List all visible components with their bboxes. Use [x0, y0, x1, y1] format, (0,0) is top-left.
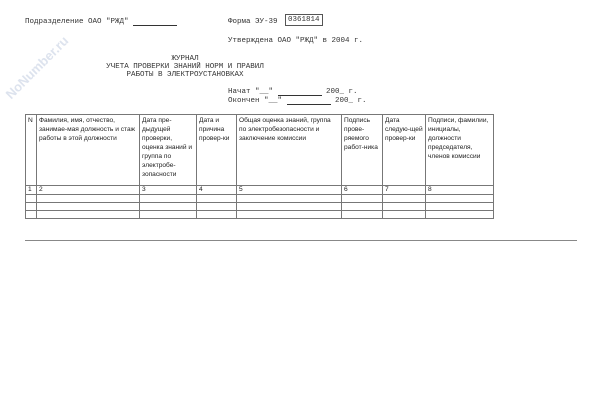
division-label: Подразделение ОАО "РЖД" — [25, 18, 177, 26]
title-line: УЧЕТА ПРОВЕРКИ ЗНАНИЙ НОРМ И ПРАВИЛ — [106, 63, 264, 71]
number-cell: 8 — [426, 186, 494, 195]
table-row — [26, 203, 494, 211]
number-cell: 4 — [197, 186, 237, 195]
header-cell: Общая оценка знаний, группа по электробезопасности и заключение комиссии — [237, 115, 342, 186]
form-label: Форма ЭУ-39 — [228, 18, 278, 26]
number-cell: 1 — [26, 186, 37, 195]
header-cell: Дата следую-щей провер-ки — [383, 115, 426, 186]
number-cell: 5 — [237, 186, 342, 195]
header-cell: Дата пре-дыдущей проверки, оценка знаний и группа по электробе-зопасности — [140, 115, 197, 186]
title-line: РАБОТЫ В ЭЛЕКТРОУСТАНОВКАХ — [126, 71, 244, 79]
header-cell: N — [26, 115, 37, 186]
journal-title — [100, 55, 270, 79]
number-cell: 7 — [383, 186, 426, 195]
number-cell: 6 — [342, 186, 383, 195]
number-cell: 3 — [140, 186, 197, 195]
header-cell: Дата и причина провер-ки — [197, 115, 237, 186]
table-row — [26, 195, 494, 203]
header-cell: Подпись прове-ряемого работ-ника — [342, 115, 383, 186]
watermark: NoNumber.ru — [2, 33, 72, 102]
ended-line: Окончен "__" 200_ г. — [228, 97, 367, 105]
divider — [25, 240, 577, 241]
form-code: 0361814 — [285, 14, 323, 26]
started-line: Начат "__" 200_ г. — [228, 88, 358, 96]
title-line: ЖУРНАЛ — [171, 55, 199, 63]
approved-text: Утверждена ОАО "РЖД" в 2004 г. — [228, 37, 364, 45]
number-cell: 2 — [37, 186, 140, 195]
header-cell: Фамилия, имя, отчество, занимае-мая должность и стаж работы в этой должности — [37, 115, 140, 186]
journal-table — [25, 114, 494, 219]
table-row — [26, 211, 494, 219]
header-cell: Подписи, фамилии, инициалы, должности председателя, членов комиссии — [426, 115, 494, 186]
